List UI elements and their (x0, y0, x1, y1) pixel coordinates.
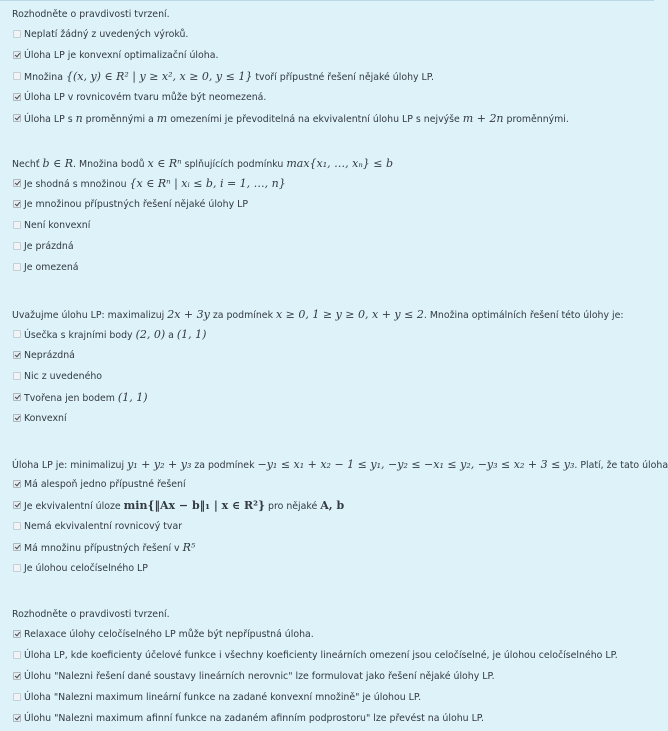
option[interactable] (12, 257, 652, 278)
label-text: Je ekvivalentní úloze (24, 501, 124, 512)
checkbox[interactable] (13, 221, 21, 229)
question-1 (12, 6, 652, 129)
math-expression: (1, 1) (176, 328, 207, 341)
checkbox[interactable] (13, 393, 21, 401)
question-text (12, 155, 652, 173)
label-text: Úloha LP je: minimalizuj (12, 460, 128, 471)
option-label (12, 66, 434, 88)
option[interactable] (12, 474, 652, 495)
math-expression: max{x₁, …, xₙ} ≤ b (286, 157, 394, 170)
option-label: Konvexní (24, 413, 67, 424)
label-text: Je shodná s množinou (24, 179, 130, 190)
math-expression: m (156, 112, 168, 125)
checkbox[interactable] (13, 672, 21, 680)
label-text: . Množina bodů (73, 159, 148, 170)
math-expression: {x ∈ Rⁿ | xᵢ ≤ b, i = 1, …, n} (129, 177, 286, 190)
checkbox[interactable] (13, 693, 21, 701)
checkbox[interactable] (13, 501, 21, 509)
label-text: splňujících podmínku (181, 159, 287, 170)
math-expression: n (75, 112, 83, 125)
option-label: Relaxace úlohy celočíselného LP může být nepřípustná úloha. (24, 629, 314, 640)
question-4 (12, 456, 668, 579)
option-label: Je prázdná (24, 241, 74, 252)
checkbox[interactable] (13, 522, 21, 530)
option-label: Úloha LP je konvexní optimalizační úloha. (24, 50, 219, 61)
option[interactable] (12, 495, 652, 516)
label-text: Množina (24, 72, 66, 83)
math-expression: A, b (320, 499, 345, 512)
option-label (12, 108, 569, 130)
option[interactable] (12, 366, 652, 387)
checkbox[interactable] (13, 414, 21, 422)
option-label: Úlohu "Nalezni řešení dané soustavy lineárních nerovnic" lze formulovat jako řešení nějaké úlohy LP. (24, 671, 495, 682)
option[interactable] (12, 215, 652, 236)
checkbox[interactable] (13, 543, 21, 551)
label-text: Tvořena jen bodem (24, 393, 118, 404)
option-label: Je úlohou celočíselného LP (24, 563, 148, 574)
math-expression: min{‖Ax − b‖₁ | x ∈ R²} (123, 499, 266, 512)
label-text: Úsečka s krajními body (24, 330, 136, 341)
option[interactable] (12, 537, 652, 558)
option-label (12, 387, 147, 409)
option-label (12, 495, 344, 517)
option-label: Nemá ekvivalentní rovnicový tvar (24, 521, 183, 532)
label-text: proměnnými a (82, 114, 157, 125)
label-text: Uvažujme úlohu LP: maximalizuj (12, 310, 168, 321)
top-border (0, 0, 654, 1)
option-label: Neprázdná (24, 350, 75, 361)
option[interactable] (12, 708, 652, 729)
option[interactable] (12, 108, 652, 129)
label-text: . Množina optimálních řešení této úlohy je: (423, 310, 624, 321)
option-label: Nic z uvedeného (24, 371, 103, 382)
checkbox[interactable] (13, 651, 21, 659)
checkbox[interactable] (13, 630, 21, 638)
checkbox[interactable] (13, 179, 21, 187)
question-3 (12, 306, 652, 429)
label-text: a (165, 330, 177, 341)
option[interactable] (12, 24, 652, 45)
option[interactable] (12, 408, 652, 429)
option[interactable] (12, 558, 652, 579)
option-label: Není konvexní (24, 220, 91, 231)
checkbox[interactable] (13, 372, 21, 380)
math-expression: y₁ + y₂ + y₃ (127, 458, 192, 471)
option[interactable] (12, 345, 652, 366)
checkbox[interactable] (13, 263, 21, 271)
option-label: Je množinou přípustných řešení nějaké úlohy LP (24, 199, 249, 210)
question-2 (12, 155, 652, 278)
checkbox[interactable] (13, 72, 21, 80)
label-text: tvoří přípustné řešení nějaké úlohy LP. (252, 72, 434, 83)
option[interactable] (12, 645, 652, 666)
option-label: Je omezená (24, 262, 79, 273)
checkbox[interactable] (13, 330, 21, 338)
label-text: pro nějaké (265, 501, 321, 512)
option[interactable] (12, 324, 652, 345)
option-label (12, 173, 286, 195)
checkbox[interactable] (13, 51, 21, 59)
question-text: Rozhodněte o pravdivosti tvrzení. (12, 609, 170, 620)
option-label: Má alespoň jedno přípustné řešení (24, 479, 186, 490)
label-text: . Platí, že tato úloha (574, 460, 668, 471)
option-label (12, 324, 206, 346)
checkbox[interactable] (13, 93, 21, 101)
option[interactable] (12, 194, 652, 215)
math-expression: {(x, y) ∈ R² | y ≥ x², x ≥ 0, y ≤ 1} (65, 70, 253, 83)
option-label (12, 537, 195, 559)
math-expression: b ∈ R (42, 157, 74, 170)
option-label: Úlohu "Nalezni maximum afinní funkce na zadaném afinním podprostoru" lze převést na úlohu LP. (24, 713, 484, 724)
question-text: Rozhodněte o pravdivosti tvrzení. (12, 9, 170, 20)
option[interactable] (12, 516, 652, 537)
checkbox[interactable] (13, 242, 21, 250)
question-text (12, 306, 652, 324)
math-expression: −y₁ ≤ x₁ + x₂ − 1 ≤ y₁, −y₂ ≤ −x₁ ≤ y₂, −y₃ ≤ x₂ + 3 ≤ y₃ (257, 458, 575, 471)
math-expression: x ≥ 0, 1 ≥ y ≥ 0, x + y ≤ 2 (275, 308, 424, 321)
label-text: Má množinu přípustných řešení v (24, 543, 183, 554)
checkbox[interactable] (13, 480, 21, 488)
option[interactable] (12, 387, 652, 408)
option[interactable] (12, 45, 652, 66)
checkbox[interactable] (13, 714, 21, 722)
math-expression: x ∈ Rⁿ (147, 157, 182, 170)
option-label: Neplatí žádný z uvedených výroků. (24, 29, 189, 40)
label-text: Nechť (12, 159, 43, 170)
option[interactable] (12, 87, 652, 108)
option[interactable] (12, 236, 652, 257)
checkbox[interactable] (13, 564, 21, 572)
option[interactable] (12, 624, 652, 645)
label-text: omezeními je převoditelná na ekvivalentní úlohu LP s nejvýše (167, 114, 463, 125)
option[interactable] (12, 687, 652, 708)
option-label: Úloha LP v rovnicovém tvaru může být neomezená. (24, 92, 267, 103)
checkbox[interactable] (13, 114, 21, 122)
label-text: za podmínek (191, 460, 258, 471)
label-text: za podmínek (209, 310, 276, 321)
math-expression: (1, 1) (117, 391, 148, 404)
option[interactable] (12, 666, 652, 687)
label-text: Úloha LP s (24, 114, 76, 125)
checkbox[interactable] (13, 200, 21, 208)
question-text (12, 456, 668, 474)
checkbox[interactable] (13, 30, 21, 38)
option[interactable] (12, 173, 652, 194)
question-5 (12, 606, 652, 729)
label-text: proměnnými. (503, 114, 569, 125)
math-expression: m + 2n (462, 112, 504, 125)
math-expression: (2, 0) (135, 328, 166, 341)
checkbox[interactable] (13, 351, 21, 359)
option[interactable] (12, 66, 652, 87)
option-label: Úloha LP, kde koeficienty účelové funkce i všechny koeficienty lineárních omezení jsou celočíselné, je úlohou celočíselného LP. (24, 650, 618, 661)
math-expression: R⁵ (182, 541, 196, 554)
math-expression: 2x + 3y (167, 308, 210, 321)
option-label: Úloha "Nalezni maximum lineární funkce na zadané konvexní množině" je úlohou LP. (24, 692, 422, 703)
